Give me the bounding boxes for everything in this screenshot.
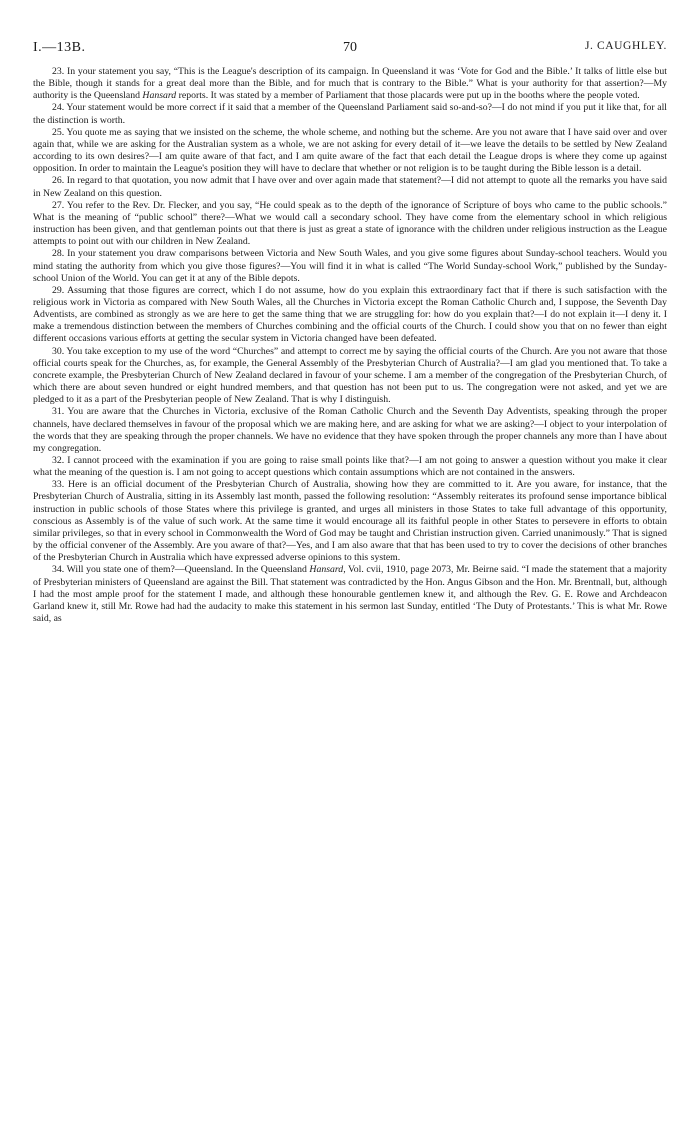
paragraph-31: 31. You are aware that the Churches in Victoria, exclusive of the Roman Catholic Church and the Seventh Day Adventists, speaking through the proper channels, have declared themselves in favour of the proposal which we are making here, and are asking for what we are asking?—I object to your interpolation of the words that they are speaking through the proper channels. We have no evidence that they have spoken through the proper channels any more than I have about my congregation. (33, 406, 667, 454)
paragraph-24: 24. Your statement would be more correct if it said that a member of the Queensland Parliament said so-and-so?—I do not mind if you put it like that, for all the distinction is worth. (33, 102, 667, 126)
parliamentary-paper-reference: I.—13B. (33, 40, 86, 55)
paragraph-33: 33. Here is an official document of the Presbyterian Church of Australia, showing how they are committed to it. Are you aware, for instance, that the Presbyterian Church of Australia, sitting in its Assembly last month, passed the following resolution: “Assembly reiterates its profound sense importance biblical instruction in public schools of those States where this privilege is granted, and urges all ministers in those States to take full advantage of this opportunity, conscious as Assembly is of the value of such work. At the same time it would encourage all its faithful people in other States to persevere in efforts to obtain similar privileges, so that in every school in Commonwealth the Word of God may be taught and Christian instruction given. Carried unanimously.” That is signed by the official convener of the Assembly. Are you aware of that?—Yes, and I am also aware that that has been used to try to cover the decisions of other branches of the Presbyterian Church in Australia which have expressed adverse opinions to this system. (33, 479, 667, 564)
hansard-title: Hansard (309, 564, 344, 576)
hansard-title: Hansard (142, 90, 177, 102)
paragraph-27: 27. You refer to the Rev. Dr. Flecker, and you say, “He could speak as to the depth of the ignorance of Scripture of boys who came to the public schools.” What is the meaning of “public school” there?—What we would call a secondary school. They have come from the elementary school in which religious instruction has been given, and that gentleman points out that there is just as great a state of ignorance with the children under religious instruction as the League attempts to point out with our children in New Zealand. (33, 199, 667, 248)
paragraph-23: 23. In your statement you say, “This is the League's description of its campaign. In Queensland it was ‘Vote for God and the Bible.’ It talks of little else but the Bible, though it stands for a great deal more than the Bible, and for much that is contrary to the Bible.” What is your authority for that assertion?—My authority is the Queensland Hansard reports. It was stated by a member of Parliament that those placards were put up in the booths where the people voted. (33, 66, 667, 102)
page-number: 70 (343, 40, 357, 55)
paragraph-29: 29. Assuming that those figures are correct, which I do not assume, how do you explain this extraordinary fact that if there is such satisfaction with the religious work in Victoria as compared with New South Wales, all the Churches in Victoria except the Roman Catholic Church and, I suppose, the Seventh Day Adventists, are combined as strongly as we are here to get the same thing that we are struggling for: how do you explain that?—I do not explain it—I deny it. I make a tremendous distinction between the members of Churches combining and the official courts of the Church. I could show you that on no fewer than eight different occasions various efforts at getting the secular system in Victoria changed have been defeated. (33, 284, 667, 345)
witness-name: J. CAUGHLEY. (584, 40, 667, 52)
page-header (33, 40, 667, 66)
paragraph-34: 34. Will you state one of them?—Queensland. In the Queensland Hansard, Vol. cvii, 1910, page 2073, Mr. Beirne said. “I made the statement that a majority of Presbyterian ministers of Queensland are against the Bill. That statement was contradicted by the Hon. Angus Gibson and the Hon. Mr. Brentnall, but, although I had the most ample proof for the statement I made, and although these honourable gentlemen knew it, and although the Rev. G. E. Rowe and Archdeacon Garland knew it, still Mr. Rowe had had the audacity to make this statement in his sermon last Sunday, entitled ‘The Duty of Protestants.’ This is what Mr. Rowe said, as (33, 564, 667, 625)
paragraph-32: 32. I cannot proceed with the examination if you are going to raise small points like that?—I am not going to answer a question without you make it clear what the meaning of the question is. I am not going to accept questions which contain assumptions which are not contained in the answers. (33, 455, 667, 479)
paragraph-25: 25. You quote me as saying that we insisted on the scheme, the whole scheme, and nothing but the scheme. Are you not aware that I have said over and over again that, while we are asking for the Australian system as a whole, we are not asking for every detail of it—we leave the details to be settled by New Zealand according to its own desires?—I am quite aware of that fact, and I am quite aware of the fact that each detail the League drops is where they come up against opposition. In order to maintain the League's position they will have to declare that whether or not religion is to be taught during the Bible lesson is a detail. (33, 126, 667, 175)
paragraph-28: 28. In your statement you draw comparisons between Victoria and New South Wales, and you give some figures about Sunday-school teachers. Would you mind stating the authority from which you give those figures?—You will find it in what is called “The World Sunday-school Work,” published by the Sunday-school Union of the World. You can get it at any of the Bible depots. (33, 248, 667, 284)
paragraph-30: 30. You take exception to my use of the word “Churches” and attempt to correct me by saying the official courts of the Church. Are you not aware that those official courts speak for the Churches, as, for example, the General Assembly of the Presbyterian Church of Australia?—I am glad you mentioned that. To take a concrete example, the Presbyterian Church of New Zealand declared in favour of your scheme. I am a member of the congregation of the Presbyterian Church, of which there are about seven hundred or eight hundred members, and that question has not been put to us. The congregation were not asked, and yet we are pledged to it as a part of the Presbyterian people of New Zealand. That is why I distinguish. (33, 345, 667, 406)
paragraph-26: 26. In regard to that quotation, you now admit that I have over and over again made that statement?—I did not attempt to quote all the remarks you have said in New Zealand on this question. (33, 175, 667, 199)
document-body (33, 66, 667, 625)
